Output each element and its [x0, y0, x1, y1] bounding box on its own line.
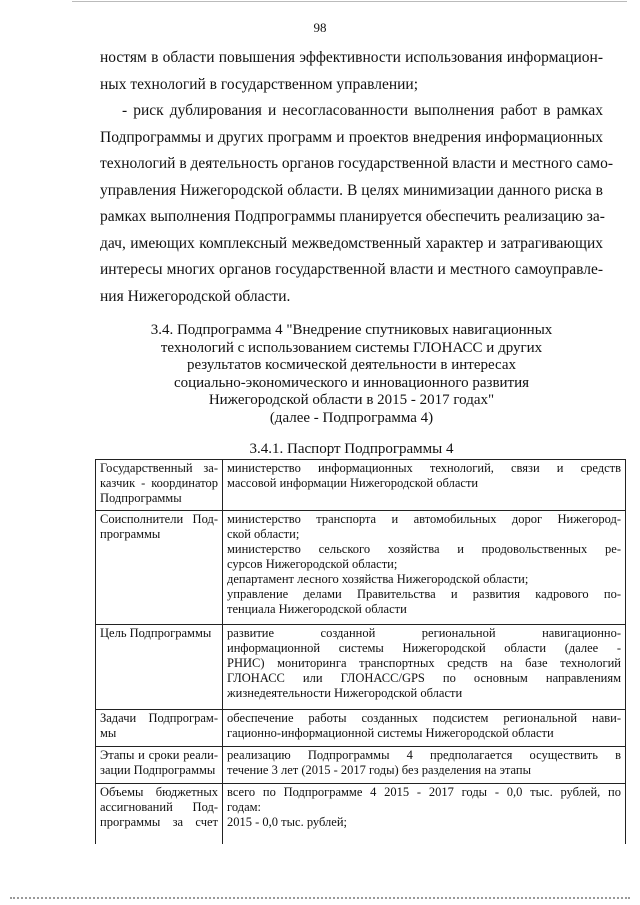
text-line: рамках выполнения Подпрограммы планируется обеспечить реализацию за- — [100, 208, 605, 225]
table-row — [96, 460, 626, 511]
text-line: - риск дублирования и несогласованности выполнения работ в рамках — [122, 102, 603, 119]
row-label: Задачи Подпрограм- мы — [96, 710, 223, 747]
text-line: ных технологий в государственном управлении; — [100, 75, 419, 93]
row-label: Объемы бюджетных ассигнований Под- программы за счет — [96, 784, 223, 844]
intro-paragraph — [100, 45, 603, 98]
row-label: Соисполнители Под- программы — [96, 511, 223, 625]
heading-line: результатов космической деятельности в интересах — [186, 357, 517, 373]
top-rule — [72, 1, 627, 2]
row-label: Этапы и сроки реали- зации Подпрограммы — [96, 747, 223, 784]
text-line: ностям в области повышения эффективности использования информацион- — [100, 49, 603, 66]
heading-line: 3.4. Подпрограмма 4 "Внедрение спутниковых навигационных — [150, 322, 553, 338]
text-line: ния Нижегородской области. — [100, 287, 291, 305]
section-heading — [100, 322, 603, 427]
row-label: Государственный за- казчик - координатор Подпрограммы — [96, 460, 223, 511]
text-line: интересы многих органов государственной власти и местного самоуправле- — [100, 261, 603, 278]
table-row — [96, 625, 626, 710]
heading-line: технологий с использованием системы ГЛОНАСС и других — [160, 339, 543, 356]
row-value: министерство транспорта и автомобильных дорог Нижегород- ской области; министерство сельского хозяйства и продовольственных ре- сурсов Нижегородской области; департамент лесного хозяйства Нижегородской области; управление делами Правительства и развития кадрового по- тенциала Нижегородской области — [223, 511, 626, 625]
passport-table — [95, 459, 626, 844]
heading-line: Нижегородской области в 2015 - 2017 годах" — [208, 392, 495, 408]
text-line: Подпрограммы и других программ и проектов внедрения информационных — [100, 128, 603, 146]
table-row — [96, 784, 626, 844]
table-row — [96, 747, 626, 784]
page-number: 98 — [313, 20, 327, 35]
row-value: развитие созданной региональной навигационно- информационной системы Нижегородской области (далее - РНИС) мониторинга транспортных средств на базе технологий ГЛОНАСС или ГЛОНАСС/GPS по основным направлениям жизнедеятельности Нижегородской области — [223, 625, 626, 710]
text-line: дач, имеющих комплексный межведомственный характер и затрагивающих — [100, 234, 603, 252]
passport-subheading: 3.4.1. Паспорт Подпрограммы 4 — [249, 441, 454, 457]
row-value: всего по Подпрограмме 4 2015 - 2017 годы - 0,0 тыс. рублей, по годам: 2015 - 0,0 тыс. рублей; — [223, 784, 626, 844]
risk-paragraph — [100, 98, 613, 310]
row-label: Цель Подпрограммы — [96, 625, 223, 710]
table-row — [96, 511, 626, 625]
table-row — [96, 710, 626, 747]
bottom-rule — [10, 897, 630, 899]
text-line: технологий в деятельность органов государственной власти и местного само- — [100, 155, 613, 172]
heading-line: (далее - Подпрограмма 4) — [269, 409, 434, 426]
row-value: реализацию Подпрограммы 4 предполагается осуществить в течение 3 лет (2015 - 2017 годы) без разделения на этапы — [223, 747, 626, 784]
row-value: обеспечение работы созданных подсистем региональной нави- гационно-информационной системы Нижегородской области — [223, 710, 626, 747]
heading-line: социально-экономического и инновационного развития — [173, 374, 530, 391]
row-value: министерство информационных технологий, связи и средств массовой информации Нижегородской области — [223, 460, 626, 511]
text-line: управления Нижегородской области. В целях минимизации данного риска в — [100, 181, 603, 199]
